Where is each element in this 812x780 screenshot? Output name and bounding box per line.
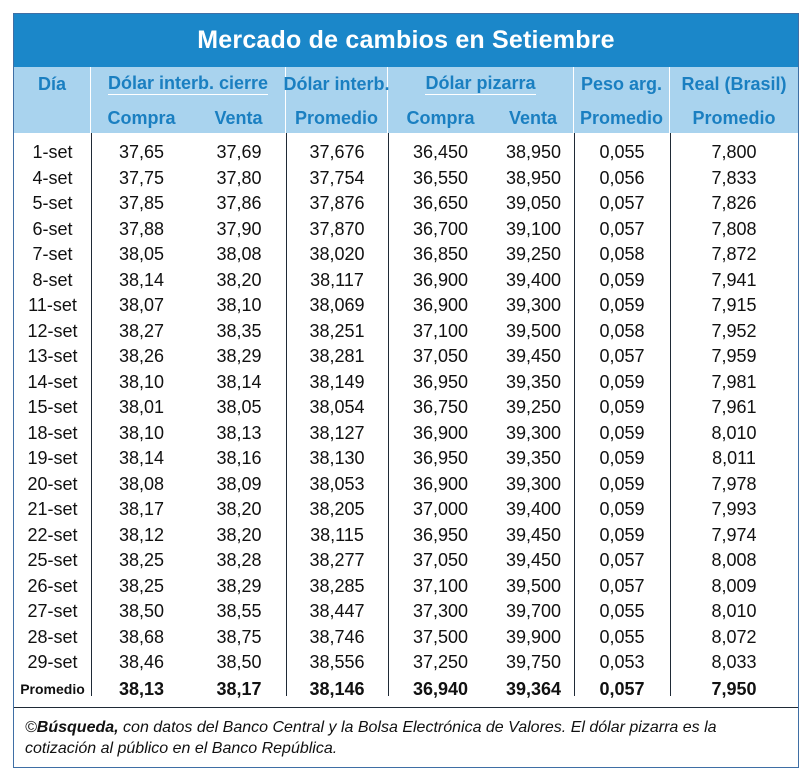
table-row [14, 140, 798, 166]
cell-dia: 11-set [28, 295, 77, 316]
column-divider [91, 133, 92, 696]
cell-real-brasil: 7,941 [711, 269, 757, 290]
cell-venta-interb: 38,29 [216, 575, 262, 596]
cell-venta-pizarra: 39,300 [505, 295, 562, 316]
cell-peso-arg: 0,057 [599, 193, 645, 214]
cell-compra-pizarra: 36,450 [412, 142, 469, 163]
header-dolar-pizarra-label: Dólar pizarra [425, 73, 536, 93]
cell-real-brasil: 8,010 [711, 422, 757, 443]
cell-compra-pizarra: 36,950 [412, 448, 469, 469]
table-row [14, 242, 798, 268]
header-compra-3: Compra [406, 107, 475, 128]
table-row [14, 523, 798, 549]
cell-peso-arg: 0,059 [599, 397, 645, 418]
cell-dia: 29-set [27, 652, 78, 673]
cell-venta-pizarra: 39,900 [505, 626, 562, 647]
cell-compra-interb: 38,10 [118, 422, 165, 443]
cell-promedio-interb: 38,054 [309, 397, 365, 418]
header-promedio-5: Promedio [692, 107, 776, 128]
cell-compra-interb: 38,17 [118, 499, 165, 520]
table-row [14, 293, 798, 319]
cell-venta-interb: 38,08 [216, 244, 262, 265]
header-venta-1: Venta [192, 103, 286, 133]
cell-peso-arg: 0,055 [599, 142, 645, 163]
cell-compra-pizarra: 37,250 [412, 652, 469, 673]
cell-real-brasil: 8,072 [711, 626, 757, 647]
cell-promedio-interb: 38,020 [309, 244, 365, 265]
cell-compra-pizarra: 36,950 [412, 371, 469, 392]
header-promedio-2: Promedio [286, 103, 388, 133]
cell-dia: 18-set [27, 422, 78, 443]
table-row [14, 650, 798, 676]
cell-peso-arg: 0,059 [599, 295, 645, 316]
cell-compra-pizarra: 36,950 [412, 524, 469, 545]
cell-compra-pizarra: 36,650 [412, 193, 469, 214]
header-dolar-interb-cierre [91, 67, 286, 103]
cell-dia: 26-set [27, 575, 78, 596]
cell-dia: 28-set [27, 626, 78, 647]
cell-compra-interb: 38,01 [118, 397, 165, 418]
cell-peso-arg: 0,059 [599, 473, 645, 494]
cell-dia: 6-set [32, 218, 73, 239]
cell-venta-pizarra: 39,300 [505, 422, 562, 443]
cell-venta-interb: 38,20 [216, 269, 262, 290]
source-text: con datos del Banco Central y la Bolsa Electrónica de Valores. El dólar pizarra es la cotización al público en el Banco República [25, 719, 717, 757]
cell-peso-arg: 0,057 [599, 346, 645, 367]
cell-peso-arg: 0,059 [599, 448, 645, 469]
cell-compra-pizarra: 37,000 [412, 499, 469, 520]
cell-compra-pizarra: 37,100 [412, 320, 469, 341]
cell-compra-interb: 38,08 [118, 473, 165, 494]
copyright-symbol: © [25, 719, 37, 736]
cell-dia: 5-set [32, 193, 73, 214]
cell-venta-interb: 38,20 [216, 499, 262, 520]
cell-venta-interb: 38,55 [216, 601, 262, 622]
cell-promedio-interb: 38,130 [309, 448, 365, 469]
cell-dia: 25-set [27, 550, 78, 571]
cell-dia: 27-set [27, 601, 78, 622]
cell-venta-interb: 37,86 [216, 193, 262, 214]
table-row [14, 395, 798, 421]
header-row-groups [14, 67, 798, 103]
cell-promedio-interb: 37,676 [309, 142, 365, 163]
cell-venta-pizarra: 39,250 [505, 397, 562, 418]
cell-promedio-interb: 38,277 [309, 550, 365, 571]
cell-venta-interb: 38,75 [216, 626, 262, 647]
cell-venta-pizarra: 39,400 [505, 269, 562, 290]
header-dia-blank [14, 103, 91, 133]
cell-dia: 21-set [27, 499, 78, 520]
cell-compra-interb: 38,07 [118, 295, 165, 316]
table-row [14, 370, 798, 396]
header-real-brasil: Real (Brasil) [681, 73, 787, 94]
table-row [14, 344, 798, 370]
cell-dia: 22-set [27, 524, 78, 545]
cell-dia: 7-set [32, 244, 73, 265]
cell-promedio-interb: 38,251 [309, 320, 365, 341]
cell-promedio-interb: 38,117 [310, 269, 364, 290]
column-divider [670, 133, 671, 696]
avg-peso-arg: 0,057 [599, 678, 645, 699]
column-divider [388, 133, 389, 696]
cell-compra-pizarra: 36,850 [412, 244, 469, 265]
cell-dia: 4-set [32, 167, 73, 188]
table-row [14, 446, 798, 472]
cell-venta-pizarra: 39,300 [505, 473, 562, 494]
cell-promedio-interb: 38,285 [309, 575, 365, 596]
cell-venta-pizarra: 39,500 [505, 575, 562, 596]
cell-compra-interb: 37,88 [118, 218, 165, 239]
table-row [14, 166, 798, 192]
avg-venta-pizarra: 39,364 [505, 678, 562, 699]
cell-compra-interb: 38,05 [118, 244, 165, 265]
cell-compra-pizarra: 36,900 [412, 269, 469, 290]
table-row [14, 421, 798, 447]
cell-compra-pizarra: 36,900 [412, 422, 469, 443]
cell-peso-arg: 0,055 [599, 601, 645, 622]
cell-real-brasil: 7,808 [711, 218, 757, 239]
cell-venta-pizarra: 39,450 [505, 346, 562, 367]
cell-real-brasil: 7,961 [711, 397, 757, 418]
cell-compra-pizarra: 37,300 [412, 601, 469, 622]
header-peso-arg: Peso arg. [574, 67, 670, 103]
header-dia: Día [14, 67, 91, 103]
cell-promedio-interb: 37,870 [309, 218, 365, 239]
cell-peso-arg: 0,056 [599, 167, 645, 188]
cell-venta-pizarra: 39,400 [505, 499, 562, 520]
cell-compra-interb: 38,50 [118, 601, 165, 622]
cell-compra-interb: 38,26 [118, 346, 165, 367]
cell-peso-arg: 0,059 [599, 371, 645, 392]
cell-real-brasil: 7,993 [711, 499, 757, 520]
cell-peso-arg: 0,057 [599, 575, 645, 596]
table-row [14, 319, 798, 345]
cell-venta-pizarra: 39,100 [505, 218, 562, 239]
cell-compra-pizarra: 36,750 [412, 397, 469, 418]
cell-compra-pizarra: 37,050 [412, 346, 469, 367]
cell-venta-interb: 38,28 [216, 550, 262, 571]
cell-peso-arg: 0,059 [599, 524, 645, 545]
cell-promedio-interb: 37,754 [309, 167, 365, 188]
cell-compra-interb: 38,10 [118, 371, 165, 392]
cell-venta-interb: 38,50 [216, 652, 262, 673]
cell-real-brasil: 8,009 [711, 575, 757, 596]
source-end: . [332, 740, 338, 757]
cell-promedio-interb: 38,069 [309, 295, 365, 316]
cell-dia: 20-set [27, 473, 78, 494]
avg-compra-interb: 38,13 [118, 678, 165, 699]
table-row [14, 217, 798, 243]
cell-dia: 1-set [32, 142, 73, 163]
table-row [14, 497, 798, 523]
cell-venta-interb: 38,35 [216, 320, 262, 341]
cell-venta-pizarra: 39,350 [505, 448, 562, 469]
cell-compra-pizarra: 36,900 [412, 295, 469, 316]
cell-promedio-interb: 38,281 [309, 346, 365, 367]
table-row [14, 625, 798, 651]
table-row [14, 599, 798, 625]
table-row [14, 191, 798, 217]
cell-venta-pizarra: 39,500 [505, 320, 562, 341]
cell-promedio-interb: 38,556 [309, 652, 365, 673]
cell-venta-interb: 38,29 [216, 346, 262, 367]
cell-compra-interb: 37,65 [118, 142, 165, 163]
cell-dia: 15-set [27, 397, 78, 418]
header-row-subcolumns [14, 103, 798, 133]
cell-real-brasil: 8,010 [711, 601, 757, 622]
avg-real-brasil: 7,950 [711, 678, 757, 699]
cell-promedio-interb: 38,149 [309, 371, 365, 392]
cell-venta-interb: 38,14 [216, 371, 262, 392]
cell-compra-interb: 38,14 [118, 269, 165, 290]
header-dolar-interb: Dólar interb. [286, 67, 388, 103]
cell-promedio-interb: 38,447 [309, 601, 365, 622]
cell-compra-pizarra: 36,700 [412, 218, 469, 239]
header-dolar-interb-cierre-label: Dólar interb. cierre [107, 73, 269, 93]
table-row [14, 574, 798, 600]
avg-venta-interb: 38,17 [216, 678, 262, 699]
cell-peso-arg: 0,059 [599, 269, 645, 290]
cell-dia: 8-set [32, 269, 73, 290]
cell-venta-interb: 38,09 [216, 473, 262, 494]
exchange-table [13, 13, 799, 768]
cell-real-brasil: 7,872 [711, 244, 757, 265]
table-row [14, 268, 798, 294]
cell-peso-arg: 0,058 [599, 320, 645, 341]
cell-venta-interb: 38,13 [216, 422, 262, 443]
cell-dia: 13-set [27, 346, 78, 367]
cell-real-brasil: 7,952 [711, 320, 757, 341]
table-title: Mercado de cambios en Setiembre [14, 14, 798, 67]
source-name: Búsqueda, [36, 719, 119, 736]
cell-peso-arg: 0,059 [599, 422, 645, 443]
cell-compra-interb: 38,14 [118, 448, 165, 469]
cell-dia: 14-set [27, 371, 78, 392]
cell-real-brasil: 8,011 [712, 448, 756, 469]
cell-venta-pizarra: 39,050 [505, 193, 562, 214]
cell-peso-arg: 0,053 [599, 652, 645, 673]
avg-promedio-interb: 38,146 [309, 678, 365, 699]
cell-real-brasil: 7,915 [711, 295, 757, 316]
cell-compra-interb: 38,12 [118, 524, 165, 545]
cell-promedio-interb: 38,127 [309, 422, 365, 443]
header-promedio-4: Promedio [574, 103, 670, 133]
cell-venta-interb: 37,90 [216, 218, 262, 239]
header-venta-3: Venta [493, 103, 574, 133]
cell-dia: 19-set [27, 448, 78, 469]
cell-compra-pizarra: 37,500 [412, 626, 469, 647]
cell-real-brasil: 8,033 [711, 652, 757, 673]
cell-promedio-interb: 38,053 [309, 473, 365, 494]
cell-dia: 12-set [27, 320, 78, 341]
cell-venta-interb: 37,69 [216, 142, 262, 163]
cell-venta-pizarra: 39,250 [505, 244, 562, 265]
cell-compra-pizarra: 36,900 [412, 473, 469, 494]
cell-compra-pizarra: 36,550 [412, 167, 469, 188]
cell-real-brasil: 7,826 [711, 193, 757, 214]
cell-peso-arg: 0,057 [599, 218, 645, 239]
cell-real-brasil: 7,974 [711, 524, 757, 545]
cell-compra-interb: 38,25 [118, 550, 165, 571]
cell-peso-arg: 0,057 [599, 550, 645, 571]
cell-peso-arg: 0,058 [599, 244, 645, 265]
average-row [14, 676, 798, 703]
column-divider [286, 133, 287, 696]
avg-dia: Promedio [20, 681, 85, 697]
cell-venta-pizarra: 38,950 [505, 167, 562, 188]
cell-venta-pizarra: 39,750 [505, 652, 562, 673]
cell-venta-pizarra: 39,700 [505, 601, 562, 622]
avg-compra-pizarra: 36,940 [412, 678, 469, 699]
cell-compra-pizarra: 37,100 [412, 575, 469, 596]
cell-venta-interb: 37,80 [216, 167, 262, 188]
cell-venta-pizarra: 38,950 [505, 142, 562, 163]
cell-compra-interb: 38,46 [118, 652, 165, 673]
cell-promedio-interb: 38,746 [309, 626, 365, 647]
cell-venta-interb: 38,16 [216, 448, 262, 469]
cell-venta-pizarra: 39,350 [505, 371, 562, 392]
cell-venta-pizarra: 39,450 [505, 550, 562, 571]
cell-real-brasil: 7,978 [711, 473, 757, 494]
cell-promedio-interb: 37,876 [309, 193, 365, 214]
column-divider [574, 133, 575, 696]
cell-venta-interb: 38,05 [216, 397, 262, 418]
cell-real-brasil: 7,981 [711, 371, 757, 392]
cell-peso-arg: 0,059 [599, 499, 645, 520]
header-compra-1: Compra [107, 107, 176, 128]
cell-venta-interb: 38,10 [216, 295, 262, 316]
cell-real-brasil: 7,833 [711, 167, 757, 188]
cell-venta-interb: 38,20 [216, 524, 262, 545]
header-dolar-pizarra [388, 67, 574, 103]
cell-promedio-interb: 38,115 [310, 524, 364, 545]
cell-peso-arg: 0,055 [599, 626, 645, 647]
source-note [14, 707, 798, 767]
cell-compra-interb: 37,75 [118, 167, 165, 188]
table-row [14, 472, 798, 498]
table-body [14, 133, 798, 703]
cell-real-brasil: 7,959 [711, 346, 757, 367]
cell-venta-pizarra: 39,450 [505, 524, 562, 545]
cell-real-brasil: 8,008 [711, 550, 757, 571]
cell-real-brasil: 7,800 [711, 142, 757, 163]
cell-compra-pizarra: 37,050 [412, 550, 469, 571]
cell-compra-interb: 38,25 [118, 575, 165, 596]
table-row [14, 548, 798, 574]
cell-compra-interb: 38,68 [118, 626, 165, 647]
cell-compra-interb: 38,27 [118, 320, 165, 341]
cell-compra-interb: 37,85 [118, 193, 165, 214]
cell-promedio-interb: 38,205 [309, 499, 365, 520]
